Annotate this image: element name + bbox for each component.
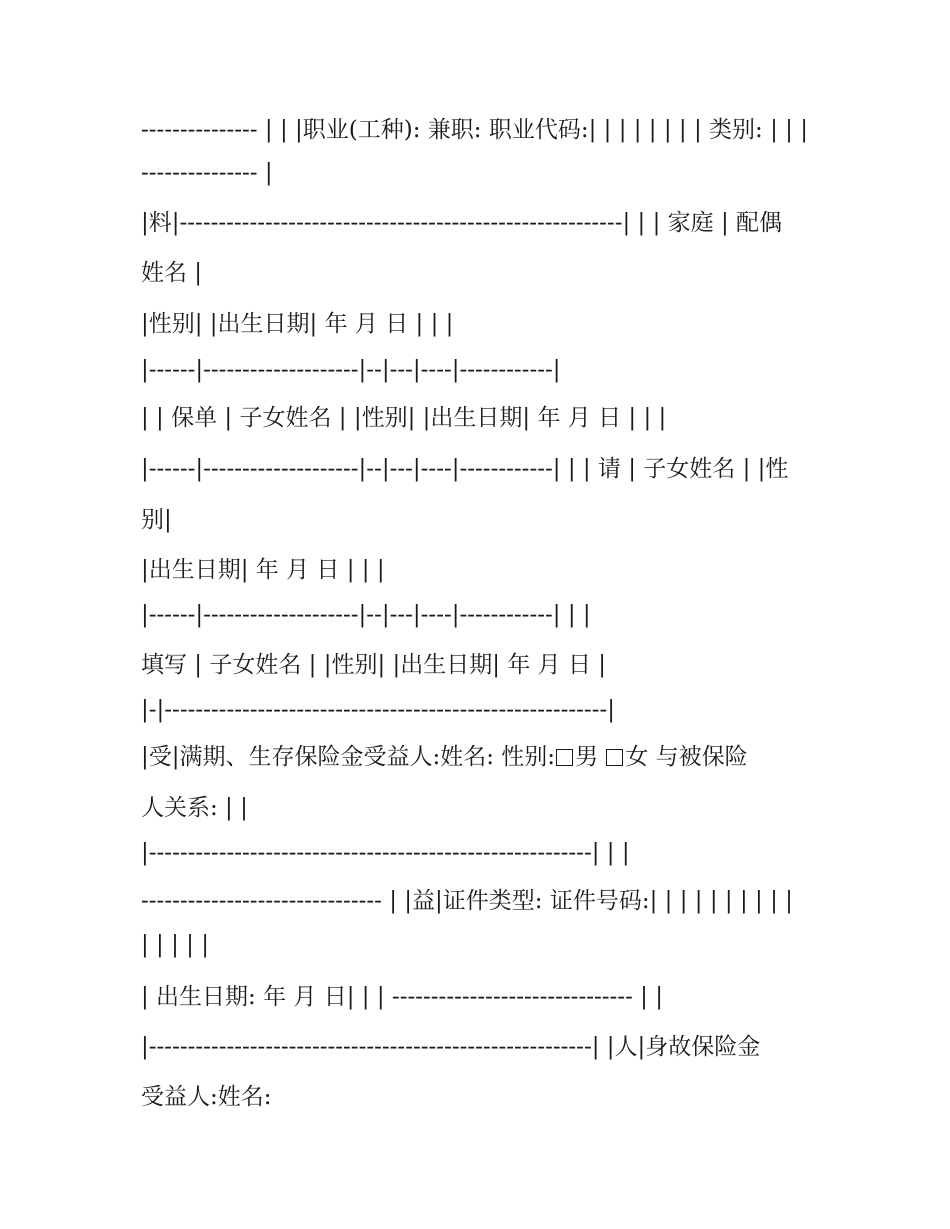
text-line-2: --------------- | [141, 160, 273, 186]
text-line-3: |料|---------------------------------------------------------| | | 家庭 | 配偶 [141, 210, 783, 236]
text-line-11: |------|--------------------|--|---|----|------------| | | [141, 602, 591, 628]
text-line-19: | 出生日期: 年 月 日| | | ------------------------------- | | [141, 984, 663, 1010]
text-line-15: 人关系: | | [141, 795, 248, 821]
male-checkbox[interactable] [556, 749, 573, 766]
text-line-5: |性别| |出生日期| 年 月 日 | | | [141, 311, 454, 337]
text-line-21: 受益人:姓名: [141, 1084, 272, 1110]
text-line-7: | | 保单 | 子女姓名 | |性别| |出生日期| 年 月 日 | | | [141, 405, 667, 431]
text-line-10: |出生日期| 年 月 日 | | | [141, 557, 385, 583]
beneficiary-prefix: |受|满期、生存保险金受益人:姓名: 性别: [141, 744, 556, 770]
text-line-8: |------|--------------------|--|---|----|------------| | | 请 | 子女姓名 | |性 [141, 456, 789, 482]
text-line-17: ------------------------------- | |益|证件类型: 证件号码:| | | | | | | | | | [141, 888, 793, 914]
text-line-16: |---------------------------------------------------------| | | [141, 840, 630, 866]
text-line-1: --------------- | | |职业(工种): 兼职: 职业代码:| | | | | | | | 类别: | | | [141, 117, 808, 143]
text-line-12: 填写 | 子女姓名 | |性别| |出生日期| 年 月 日 | [141, 652, 607, 678]
text-line-9: 别| [141, 507, 172, 533]
text-line-20: |---------------------------------------------------------| |人|身故保险金 [141, 1034, 761, 1060]
text-line-6: |------|--------------------|--|---|----|------------| [141, 357, 561, 383]
female-option-label: 女 [625, 744, 649, 770]
male-option-label: 男 [575, 744, 599, 770]
beneficiary-suffix: 与被保险 [648, 744, 748, 770]
female-checkbox[interactable] [606, 749, 623, 766]
text-line-13: |-|---------------------------------------------------------| [141, 697, 615, 723]
text-line-4: 姓名 | [141, 260, 203, 286]
beneficiary-line [141, 742, 748, 772]
text-line-18: | | | | | [141, 932, 209, 958]
